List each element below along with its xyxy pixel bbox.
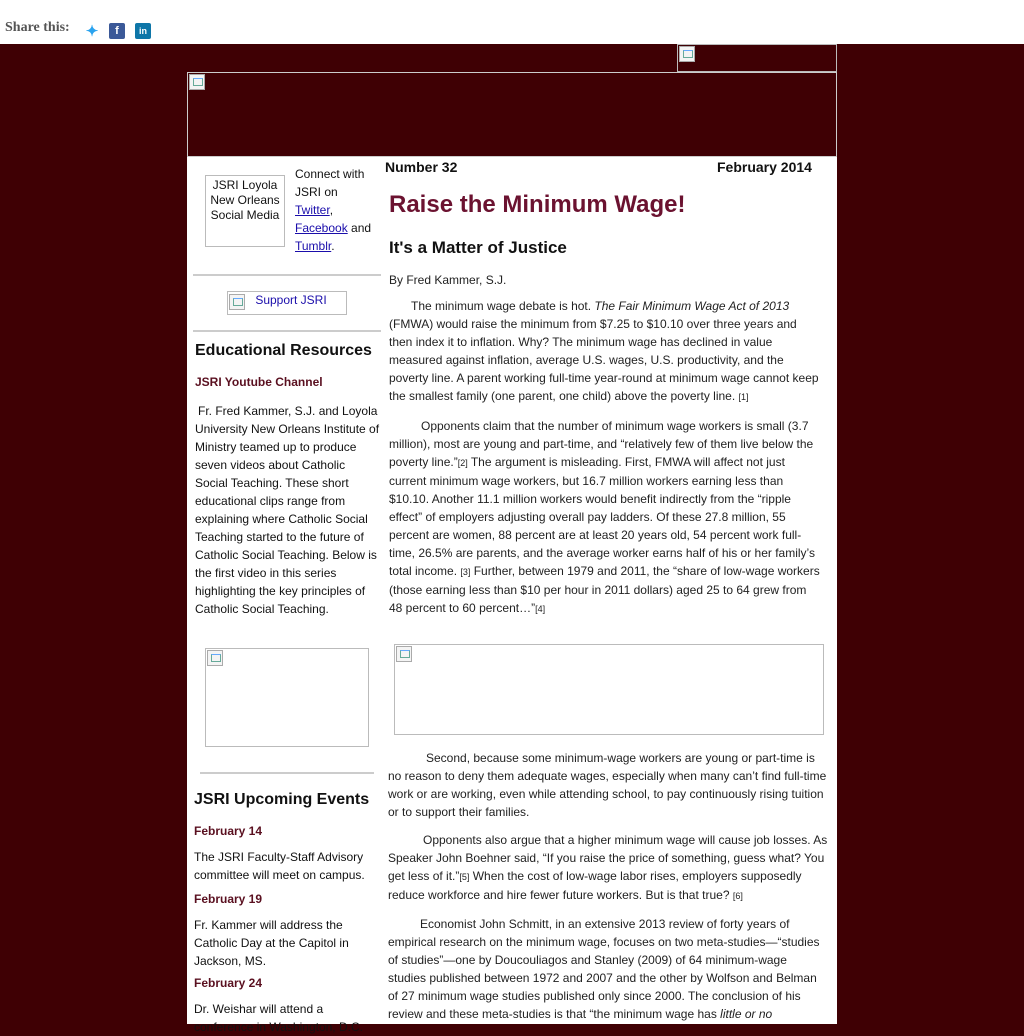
- top-right-image: [677, 44, 837, 72]
- issue-number: Number 32: [385, 159, 458, 175]
- event-date: February 19: [194, 892, 263, 906]
- twitter-icon[interactable]: ✦: [85, 23, 99, 40]
- share-label: Share this:: [5, 20, 70, 35]
- event-text: Dr. Weishar will attend a conference in Washington, D.C.: [194, 1002, 363, 1034]
- text-span: The minimum wage debate is hot.: [411, 299, 595, 313]
- sidebar-divider: [200, 772, 374, 774]
- footnote-link[interactable]: [2]: [457, 458, 468, 468]
- article-byline: By Fred Kammer, S.J.: [389, 273, 507, 287]
- broken-image-icon: [679, 46, 695, 62]
- upcoming-events-heading: JSRI Upcoming Events: [194, 791, 370, 808]
- event-date: February 14: [194, 824, 263, 838]
- article-chart-image: [394, 644, 824, 735]
- educational-resources-heading: Educational Resources: [195, 342, 372, 359]
- educational-resources-text: Fr. Fred Kammer, S.J. and Loyola University New Orleans Institute of Ministry teamed up to produce seven videos about Catholic Social Teaching. These short educational clips range from explaining where Catholic Social Teaching started to the future of Catholic Social Teaching. Below is the first video in this series highlighting the key principles of Catholic Social Teaching.: [195, 404, 380, 616]
- text-span: (FMWA) would raise the minimum from $7.25 to $10.10 over three years and then index it to inflation. Why? The minimum wage has declined in value measured against inflation, average U.S. wages, U.S. productivity, and the poverty line. A parent working full-time year-round at minimum wage cannot keep the smallest family (one parent, one child) above the poverty line.: [389, 317, 819, 403]
- broken-image-icon: [207, 650, 223, 666]
- video-thumbnail-image[interactable]: [205, 648, 369, 747]
- linkedin-icon[interactable]: in: [135, 23, 151, 39]
- issue-date: February 2014: [717, 159, 812, 175]
- text-span: Economist John Schmitt, in an extensive 2013 review of forty years of empirical research on the minimum wage, focuses on two meta-studies—“studies of studies”—one by Doucouliagos and Stanley (2009) of 64 minimum-wage studies published between 1972 and 2007 and the other by Wolfson and Belman of 27 minimum wage studies published only since 2000. The conclusion of his review and these meta-studies is that “the minimum wage has: [388, 917, 820, 1021]
- article-paragraph: [388, 915, 828, 1023]
- event-text: Fr. Kammer will address the Catholic Day at the Capitol in Jackson, MS.: [194, 918, 349, 968]
- act-title: The Fair Minimum Wage Act of 2013: [594, 299, 790, 313]
- support-jsri-button[interactable]: [227, 291, 347, 315]
- footnote-link[interactable]: [1]: [738, 392, 749, 402]
- article-paragraph: [389, 297, 821, 406]
- event-date: February 24: [194, 976, 263, 990]
- text-span: When the cost of low-wage labor rises, employers supposedly reduce workforce and hire fewer future workers. But is that true?: [388, 869, 802, 902]
- sidebar-divider: [193, 330, 381, 332]
- footnote-link[interactable]: [6]: [732, 891, 743, 901]
- comma-text: ,: [329, 203, 334, 217]
- article-subtitle: It's a Matter of Justice: [389, 238, 567, 257]
- text-span: Opponents also argue that a higher minimum wage will cause job losses. As Speaker John Boehner said, “If you raise the price of something, guess what? You get less of it.”: [388, 833, 828, 883]
- text-span: The argument is misleading. First, FMWA will affect not just current minimum wage workers, but 16.7 million workers earning less than $10.10. Another 11.1 million workers would benefit indirectly from the “ripple effect” of employers adjusting overall pay ladders. Of these 27.8 million, 55 percent are women, 88 percent are at least 20 years old, 54 percent work full-time, 26.5% are parents, and the average worker earns half of his or her family’s total income.: [389, 455, 815, 578]
- twitter-link[interactable]: Twitter: [295, 203, 330, 217]
- support-jsri-label: Support JSRI: [255, 293, 327, 307]
- article-body-top: [389, 297, 821, 618]
- broken-image-icon: [396, 646, 412, 662]
- newsletter-banner-image: [187, 72, 837, 157]
- social-media-image-alt: JSRI Loyola New Orleans Social Media: [210, 178, 280, 222]
- text-span: Opponents claim that the number of minimum wage workers is small (3.7 million), most are young and part-time, and “relatively few of them live below the poverty line.”: [389, 419, 814, 469]
- footnote-link[interactable]: [3]: [460, 567, 471, 577]
- article-paragraph: Second, because some minimum-wage workers are young or part-time is no reason to deny them adequate wages, especially when many can’t find full-time work or are working, even while attending school, to pay continuously rising tuition or to support their families.: [388, 751, 827, 819]
- period-text: .: [331, 239, 335, 253]
- social-media-image[interactable]: [205, 175, 285, 247]
- article-paragraph: [389, 417, 821, 618]
- share-bar: [0, 0, 1024, 44]
- event-text: The JSRI Faculty-Staff Advisory committee will meet on campus.: [194, 850, 365, 882]
- youtube-channel-link[interactable]: JSRI Youtube Channel: [195, 375, 323, 389]
- connect-text: Connect with JSRI on: [295, 167, 365, 199]
- connect-block: [295, 165, 380, 255]
- footnote-link[interactable]: [4]: [535, 604, 546, 614]
- and-text: and: [351, 221, 372, 235]
- sidebar-divider: [193, 274, 381, 276]
- facebook-link[interactable]: Facebook: [295, 221, 348, 235]
- footnote-link[interactable]: [5]: [459, 872, 470, 882]
- tumblr-link[interactable]: Tumblr: [295, 239, 332, 253]
- facebook-icon[interactable]: f: [109, 23, 125, 39]
- article-body-bottom: [388, 749, 828, 1023]
- article-paragraph: [388, 831, 828, 905]
- emphasis-text: little or no: [720, 1007, 773, 1021]
- newsletter-page: [187, 157, 837, 1034]
- text-span: Further, between 1979 and 2011, the “share of low-wage workers (those earning less than $10 per hour in 2011 dollars) aged 25 to 64 grew from 48 percent to 60 percent…”: [389, 564, 820, 615]
- broken-image-icon: [189, 74, 205, 90]
- article-title: Raise the Minimum Wage!: [389, 191, 686, 218]
- broken-image-icon: [229, 294, 245, 310]
